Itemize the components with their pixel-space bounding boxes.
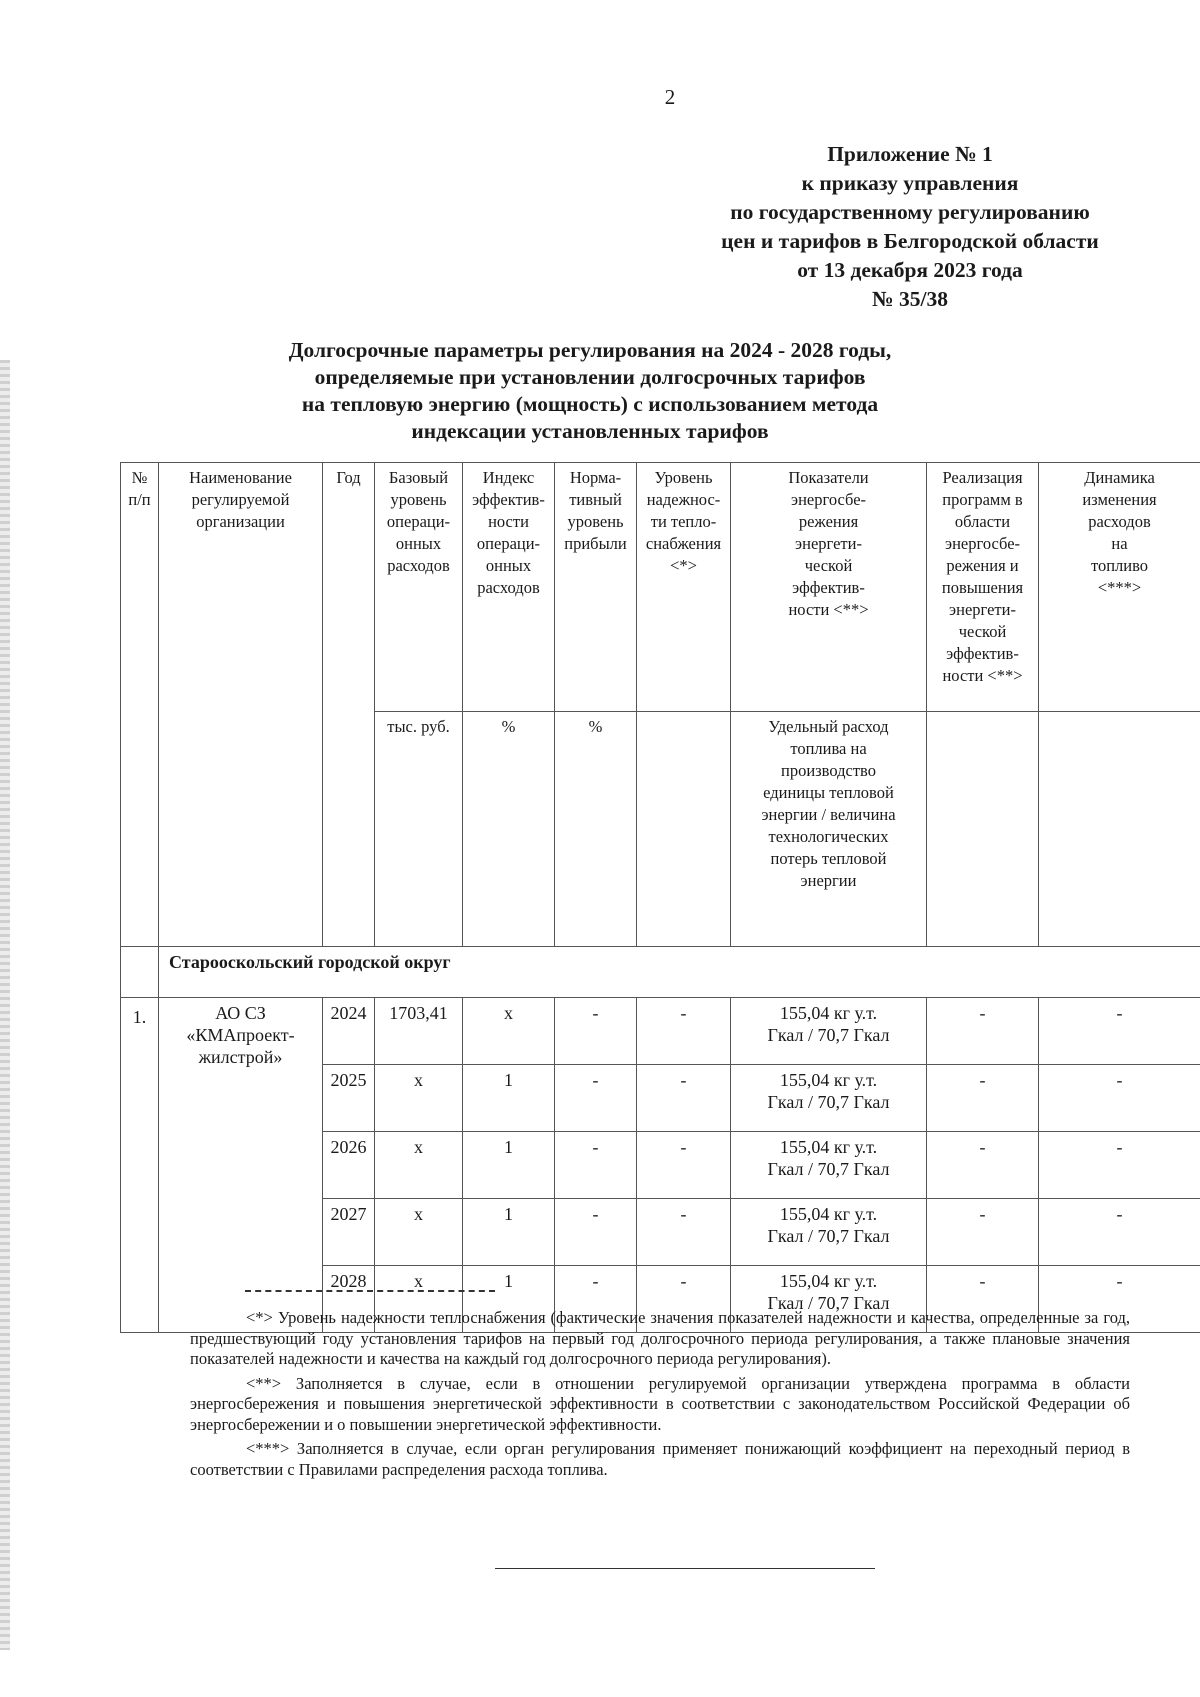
cell-base: х [375, 1199, 463, 1266]
header-reliability: Уровень надежнос- ти тепло- снабжения <*> [637, 463, 731, 712]
cell-fuel: - [1039, 1132, 1200, 1199]
appendix-line: к приказу управления [801, 171, 1019, 195]
cell-fuel: - [1039, 1065, 1200, 1132]
cell-year: 2027 [323, 1199, 375, 1266]
org-name: АО СЗ «КМАпроект- жилстрой» [159, 998, 323, 1333]
cell-fuel: - [1039, 1199, 1200, 1266]
footnote-reliability: <*> Уровень надежности теплоснабжения (фактические значения показателей надежности и качества, определенные за год, предшествующий году установления тарифов на первый год долгосрочного периода регулирования, а также плановые значения показателей надежности и качества на каждый год долгосрочного периода регулирования). [190, 1308, 1130, 1368]
cell-index: 1 [463, 1199, 555, 1266]
table-header-row [121, 463, 1200, 712]
cell-year: 2026 [323, 1132, 375, 1199]
title-line: на тепловую энергию (мощность) с использованием метода [301, 392, 879, 416]
cell-reliability: - [637, 1199, 731, 1266]
region-number-cell [121, 947, 159, 998]
cell-programs: - [927, 1199, 1039, 1266]
cell-energy: 155,04 кг у.т. Гкал / 70,7 Гкал [731, 1266, 927, 1333]
cell-index: 1 [463, 1266, 555, 1333]
document-title [240, 337, 940, 445]
table-row [121, 998, 1200, 1065]
bottom-rule [495, 1568, 875, 1569]
unit-energy: Удельный расход топлива на производство единицы тепловой энергии / величина технологических потерь тепловой энергии [731, 712, 927, 947]
org-number: 1. [121, 998, 159, 1333]
footnote-energy: <**> Заполняется в случае, если в отношении регулируемой организации утверждена программа в области энергосбережения и повышения энергетической эффективности в соответствии с законодательством Российской Федерации об энергосбережении и о повышении энергетической эффективности. [190, 1373, 1130, 1434]
footnote-separator [245, 1290, 495, 1292]
appendix-line: цен и тарифов в Белгородской области [721, 229, 1099, 253]
cell-programs: - [927, 1266, 1039, 1333]
cell-energy: 155,04 кг у.т. Гкал / 70,7 Гкал [731, 998, 927, 1065]
cell-base: 1703,41 [375, 998, 463, 1065]
cell-index: 1 [463, 1132, 555, 1199]
header-organization: Наименование регулируемой организации [159, 463, 323, 947]
header-base-expenses: Базовый уровень операци- онных расходов [375, 463, 463, 712]
cell-index: 1 [463, 1065, 555, 1132]
cell-profit: - [555, 1199, 637, 1266]
region-row [121, 947, 1200, 998]
header-year: Год [323, 463, 375, 947]
unit-profit: % [555, 712, 637, 947]
header-energy-indicators: Показатели энергосбе- режения энергети- ческой эффектив- ности <**> [731, 463, 927, 712]
title-line: индексации установленных тарифов [411, 419, 769, 443]
parameters-table [120, 462, 1200, 1333]
footnotes [190, 1308, 1130, 1484]
appendix-line: Приложение № 1 [827, 142, 993, 166]
unit-fuel [1039, 712, 1200, 947]
header-efficiency-index: Индекс эффектив- ности операци- онных расходов [463, 463, 555, 712]
cell-programs: - [927, 1132, 1039, 1199]
cell-fuel: - [1039, 998, 1200, 1065]
cell-base: х [375, 1266, 463, 1333]
header-fuel-dynamics: Динамика изменения расходов на топливо <***> [1039, 463, 1200, 712]
scan-edge-artifact [0, 360, 10, 1650]
cell-profit: - [555, 1132, 637, 1199]
cell-reliability: - [637, 998, 731, 1065]
cell-base: х [375, 1065, 463, 1132]
cell-profit: - [555, 1065, 637, 1132]
unit-reliability [637, 712, 731, 947]
title-line: определяемые при установлении долгосрочных тарифов [314, 365, 866, 389]
cell-energy: 155,04 кг у.т. Гкал / 70,7 Гкал [731, 1132, 927, 1199]
cell-year: 2028 [323, 1266, 375, 1333]
cell-reliability: - [637, 1132, 731, 1199]
region-name: Старооскольский городской округ [159, 947, 1200, 998]
header-programs: Реализация программ в области энергосбе- режения и повышения энергети- ческой эффектив- ности <**> [927, 463, 1039, 712]
appendix-block [640, 140, 1180, 314]
appendix-line: от 13 декабря 2023 года [797, 258, 1023, 282]
unit-programs [927, 712, 1039, 947]
cell-profit: - [555, 1266, 637, 1333]
cell-index: х [463, 998, 555, 1065]
unit-base: тыс. руб. [375, 712, 463, 947]
cell-year: 2025 [323, 1065, 375, 1132]
page-number: 2 [664, 85, 676, 109]
header-number: № п/п [121, 463, 159, 947]
cell-programs: - [927, 998, 1039, 1065]
unit-index: % [463, 712, 555, 947]
appendix-line: № 35/38 [872, 287, 948, 311]
cell-fuel: - [1039, 1266, 1200, 1333]
cell-energy: 155,04 кг у.т. Гкал / 70,7 Гкал [731, 1199, 927, 1266]
cell-programs: - [927, 1065, 1039, 1132]
cell-reliability: - [637, 1065, 731, 1132]
cell-base: х [375, 1132, 463, 1199]
title-line: Долгосрочные параметры регулирования на 2024 - 2028 годы, [288, 338, 892, 362]
cell-year: 2024 [323, 998, 375, 1065]
header-profit-level: Норма- тивный уровень прибыли [555, 463, 637, 712]
footnote-fuel: <***> Заполняется в случае, если орган регулирования применяет понижающий коэффициент на переходный период в соответствии с Правилами распределения расхода топлива. [190, 1439, 1130, 1479]
cell-profit: - [555, 998, 637, 1065]
appendix-line: по государственному регулированию [730, 200, 1090, 224]
cell-reliability: - [637, 1266, 731, 1333]
cell-energy: 155,04 кг у.т. Гкал / 70,7 Гкал [731, 1065, 927, 1132]
